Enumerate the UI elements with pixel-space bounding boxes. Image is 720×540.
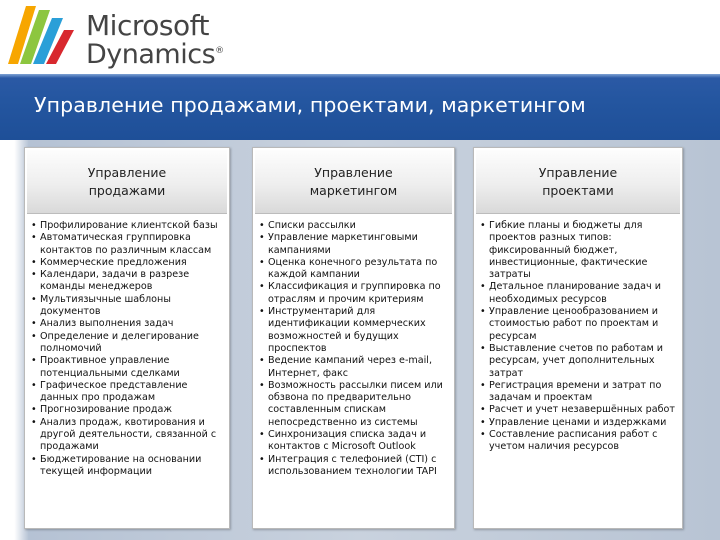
list-item: • Профилирование клиентской базы [31,220,225,232]
list-item: • Синхронизация списка задач и контактов с Microsoft Outlook [259,429,450,454]
column-header-projects: Управление проектами [476,150,680,214]
logo-microsoft-text: Microsoft [86,9,209,42]
list-item: • Гибкие планы и бюджеты для проектов разных типов: фиксированный бюджет, инвестиционные, фактические затраты [480,220,678,281]
column-list-sales [25,216,229,478]
logo-wordmark [86,9,224,70]
list-item: • Бюджетирование на основании текущей информации [31,454,225,479]
list-item: • Коммерческие предложения [31,257,225,269]
list-item: • Мультиязычные шаблоны документов [31,294,225,319]
list-item: • Анализ продаж, квотирования и другой деятельности, связанной с продажами [31,417,225,454]
microsoft-dynamics-logo [6,4,224,70]
list-item: • Автоматическая группировка контактов по различным классам [31,232,225,257]
title-band [0,74,720,140]
list-item: • Ведение кампаний через e-mail, Интернет, факс [259,355,450,380]
list-item: • Выставление счетов по работам и ресурсам, учет дополнительных затрат [480,343,678,380]
list-item: • Детальное планирование задач и необходимых ресурсов [480,281,678,306]
column-list-projects [474,216,682,454]
slide-title: Управление продажами, проектами, маркетингом [34,93,586,117]
logo-dynamics-text [86,41,224,68]
list-item: • Анализ выполнения задач [31,318,225,330]
column-header-sales: Управление продажами [27,150,227,214]
dynamics-logo-icon [6,4,82,68]
list-item: • Возможность рассылки писем или обзвона по предварительно составленным спискам непосредственно из системы [259,380,450,429]
list-item: • Управление маркетинговыми кампаниями [259,232,450,257]
list-item: • Прогнозирование продаж [31,404,225,416]
list-item: • Определение и делегирование полномочий [31,331,225,356]
column-sales [24,147,230,529]
list-item: • Классификация и группировка по отраслям и прочим критериям [259,281,450,306]
list-item: • Управление ценами и издержками [480,417,678,429]
list-item: • Составление расписания работ с учетом наличия ресурсов [480,429,678,454]
list-item: • Инструментарий для идентификации коммерческих возможностей и будущих проспектов [259,306,450,355]
list-item: • Списки рассылки [259,220,450,232]
list-item: • Оценка конечного результата по каждой кампании [259,257,450,282]
list-item: • Календари, задачи в разрезе команды менеджеров [31,269,225,294]
list-item: • Графическое представление данных про продажам [31,380,225,405]
list-item: • Проактивное управление потенциальными сделками [31,355,225,380]
column-list-marketing [253,216,454,478]
list-item: • Регистрация времени и затрат по задачам и проектам [480,380,678,405]
column-header-marketing: Управление маркетингом [255,150,452,214]
column-projects [473,147,683,529]
list-item: • Расчет и учет незавершённых работ [480,404,678,416]
logo-registered-mark: ® [215,46,224,56]
column-marketing [252,147,455,529]
list-item: • Интеграция с телефонией (CTI) с использованием технологии TAPI [259,454,450,479]
logo-dynamics-word: Dynamics [86,39,216,70]
list-item: • Управление ценообразованием и стоимостью работ по проектам и ресурсам [480,306,678,343]
